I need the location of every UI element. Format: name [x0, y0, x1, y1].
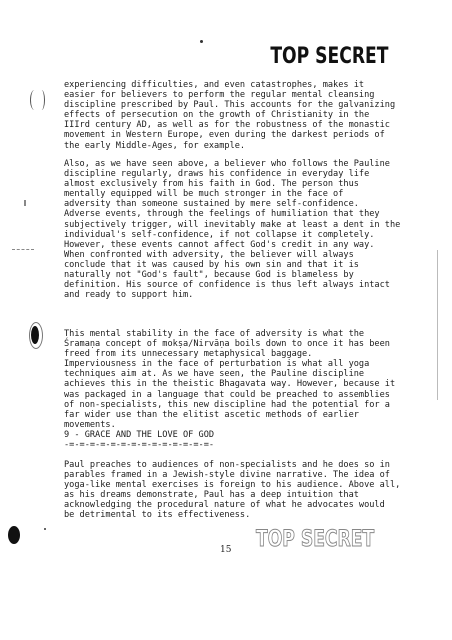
margin-tick-mark [24, 200, 26, 206]
punch-hole-bottom [8, 526, 20, 544]
page-number: 15 [220, 545, 232, 555]
section-heading-underline: -=-=-=-=-=-=-=-=-=-=-=-=-=-=- [64, 440, 215, 450]
paragraph-parables: Paul preaches to audiences of non-specialists and he does so in parables framed in a Jewish-style divine narrative. The idea of yoga-like mental exercises is foreign to his audience. Above all, as his dreams demonstrate, Paul has a deep intuition that acknowledging the procedural nature of what he advocates would be detrimental to its effectiveness. [64, 460, 401, 521]
ink-speck [44, 528, 46, 530]
margin-bracket-mark-right [38, 90, 45, 110]
punch-hole [31, 326, 39, 344]
margin-dash-mark [12, 249, 34, 251]
faded-top-secret-stamp: TOP SECRET [256, 527, 375, 552]
page-edge-line [437, 250, 438, 400]
section-heading: 9 - GRACE AND THE LOVE OF GOD [64, 430, 215, 440]
paragraph-confidence: Also, as we have seen above, a believer who follows the Pauline discipline regularly, draws his confidence in everyday life almost exclusively from his faith in God. The person thus mentally equipped will be much stronger in the face of adversity than someone sustained by mere self-confidence. Adverse events, through the feelings of humiliation that they subjectively trigger, will inevitably make at least a dent in the individual's self-confidence, if not collapse it completely. However, these events cannot affect God's credit in any way. When confronted with adversity, the believer will always conclude that it was caused by his own sin and that it is naturally not "God's fault", because God is blameless by definition. His source of confidence is thus left always intact and ready to support him. [64, 159, 401, 301]
top-secret-stamp: TOP SECRET [269, 44, 388, 69]
paragraph-continuation: experiencing difficulties, and even catastrophes, makes it easier for believers to perform the regular mental cleansing discipline prescribed by Paul. This accounts for the galvanizing effects of persecution on the growth of Christianity in the IIIrd century AD, as well as for the robustness of the monastic movement in Western Europe, even during the darkest periods of the early Middle-Ages, for example. [64, 80, 396, 151]
ink-dot [200, 40, 203, 43]
paragraph-mental-stability: This mental stability in the face of adversity is what the Śramaṇa concept of mokṣa/Nirvāṇa boils down to once it has been freed from its unnecessary metaphysical baggage. Imperviousness in the face of perturbation is what all yoga techniques aim at. As we have seen, the Pauline discipline achieves this in the theistic Bhagavata way. However, because it was packaged in a language that could be preached to assemblies of non-specialists, this new discipline had the potential for a far wider use than the elitist ascetic methods of earlier movements. [64, 329, 396, 430]
